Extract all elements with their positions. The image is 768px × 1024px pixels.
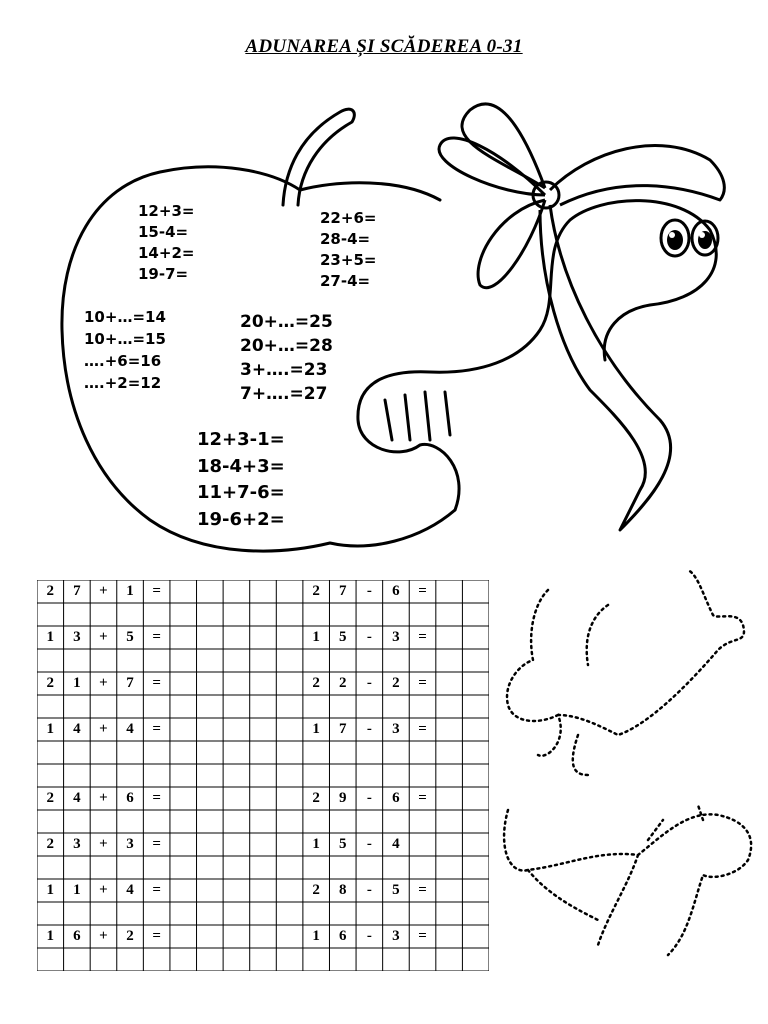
grid-cell-left: 2 [46,790,55,806]
grid-cell-left: 5 [126,629,134,645]
exercise: 27-4= [320,272,371,290]
apple-exercise-group-4 [240,314,333,410]
grid-cell-right: = [418,629,427,645]
grid-cell-right: - [366,721,372,737]
grid-cell-left: + [99,629,108,645]
grid-cell-left: 4 [73,721,81,737]
grid-cell-right: 1 [312,836,320,852]
exercise: 14+2= [138,244,195,262]
grid-cell-left: + [99,583,108,599]
grid-cell-right: 5 [392,882,400,898]
grid-cell-right: = [418,675,427,691]
ribbon [540,205,671,530]
grid-cell-right: - [366,675,372,691]
grid-cell-left: = [152,675,161,691]
apple-top [300,183,440,200]
grid-cell-right: 4 [392,836,400,852]
dotted-rabbit [507,570,744,775]
page-title: ADUNAREA ȘI SCĂDEREA 0-31 [245,36,523,57]
grid-cell-left: = [152,790,161,806]
grid-cell-right: 3 [392,721,400,737]
grid-cell-right: - [366,790,372,806]
grid-cell-right: 1 [312,928,320,944]
grid-cell-left: 2 [46,583,55,599]
grid-cell-left: 3 [126,836,134,852]
bow-loop-left [439,138,545,195]
grid-cell-right: = [418,928,427,944]
apple-exercise-group-5 [197,431,285,537]
exercise: 22+6= [320,209,377,227]
grid-cell-left: = [152,721,161,737]
exercise: 19-6+2= [197,508,285,530]
apple-exercise-group-2 [320,211,376,295]
grid-cell-left: 6 [126,790,134,806]
exercise: 12+3-1= [197,429,285,450]
grid-cell-right: 7 [339,721,347,737]
exercise: 11+7-6= [197,482,285,503]
grid-cell-left: 1 [46,928,55,944]
exercise: 3+….=23 [240,360,328,380]
grid-cell-right: 2 [339,675,347,691]
math-grid [37,580,489,971]
grid-cell-right: 5 [339,629,347,645]
apple-stem [283,109,354,205]
grid-cell-left: + [99,928,108,944]
dotted-dinosaur [504,805,751,955]
grid-cell-left: = [152,882,161,898]
grid-cell-left: + [99,790,108,806]
exercise: 23+5= [320,251,377,269]
grid-cell-left: 6 [73,928,81,944]
bow-loop-lower [478,200,545,288]
exercise: 19-7= [138,265,189,283]
grid-cell-left: 2 [126,928,134,944]
grid-cell-left: + [99,882,108,898]
grid-cell-right: 6 [392,583,400,599]
apple-exercise-group-1 [138,204,194,288]
exercise: 20+…=25 [240,312,333,332]
grid-cell-left: 7 [126,675,134,691]
grid-cell-left: = [152,836,161,852]
exercise: 18-4+3= [197,455,285,477]
exercise: 15-4= [138,223,189,241]
grid-cell-left: = [152,629,161,645]
grid-cell-right: - [366,836,372,852]
exercise: 10+…=15 [84,330,166,348]
grid-cell-right: 1 [312,721,320,737]
apple-exercise-group-3 [84,310,166,398]
grid-cell-left: 1 [46,629,55,645]
grid-cell-right: - [366,882,372,898]
grid-cell-left: + [99,836,108,852]
bow-loop-top [462,104,545,188]
grid-cell-right: 7 [339,583,347,599]
grid-cell-right: 6 [339,928,347,944]
grid-cell-right: 2 [312,790,320,806]
exercise: 10+…=14 [84,308,166,326]
grid-cell-left: 4 [126,882,134,898]
grid-cell-right: - [366,928,372,944]
exercise: ….+6=16 [84,352,162,370]
exercise: 12+3= [138,202,195,220]
grid-cell-left: 2 [46,675,55,691]
exercise: ….+2=12 [84,374,162,392]
exercise: 28-4= [320,230,371,248]
grid-cell-left: 7 [73,583,81,599]
grid-cell-right: 2 [392,675,400,691]
grid-cell-right: 6 [392,790,400,806]
grid-cell-left: 4 [126,721,134,737]
grid-cell-left: + [99,721,108,737]
grid-cell-left: = [152,583,161,599]
grid-cell-right: = [418,583,427,599]
exercise: 20+…=28 [240,336,333,356]
grid-cell-right: 9 [339,790,347,806]
grid-cell-left: 1 [73,882,81,898]
grid-cell-left: = [152,928,161,944]
grid-cell-left: 3 [73,836,81,852]
grid-cell-right: 5 [339,836,347,852]
grid-cell-left: 1 [46,882,55,898]
grid-cell-right: 2 [312,675,320,691]
grid-cell-left: 1 [126,583,134,599]
grid-cell-right: 1 [312,629,320,645]
grid-cell-right: 8 [339,882,347,898]
grid-cell-right: - [366,629,372,645]
grid-cell-right: = [418,882,427,898]
grid-cell-right: 2 [312,583,320,599]
grid-cell-left: 2 [46,836,55,852]
grid-cell-right: - [366,583,372,599]
grid-cell-left: 4 [73,790,81,806]
hat-brim [550,146,724,205]
grid-cell-right: = [418,721,427,737]
grid-cell-right: 3 [392,928,400,944]
grid-cell-left: + [99,675,108,691]
grid-cell-left: 1 [73,675,81,691]
grid-cell-left: 3 [73,629,81,645]
tracing-animals [488,565,763,975]
worm-eye-left [667,230,683,250]
grid-cell-left: 1 [46,721,55,737]
worm-segments [385,392,450,440]
grid-cell-right: 3 [392,629,400,645]
exercise: 7+….=27 [240,384,328,404]
grid-cell-right: 2 [312,882,320,898]
grid-cell-right: = [418,790,427,806]
